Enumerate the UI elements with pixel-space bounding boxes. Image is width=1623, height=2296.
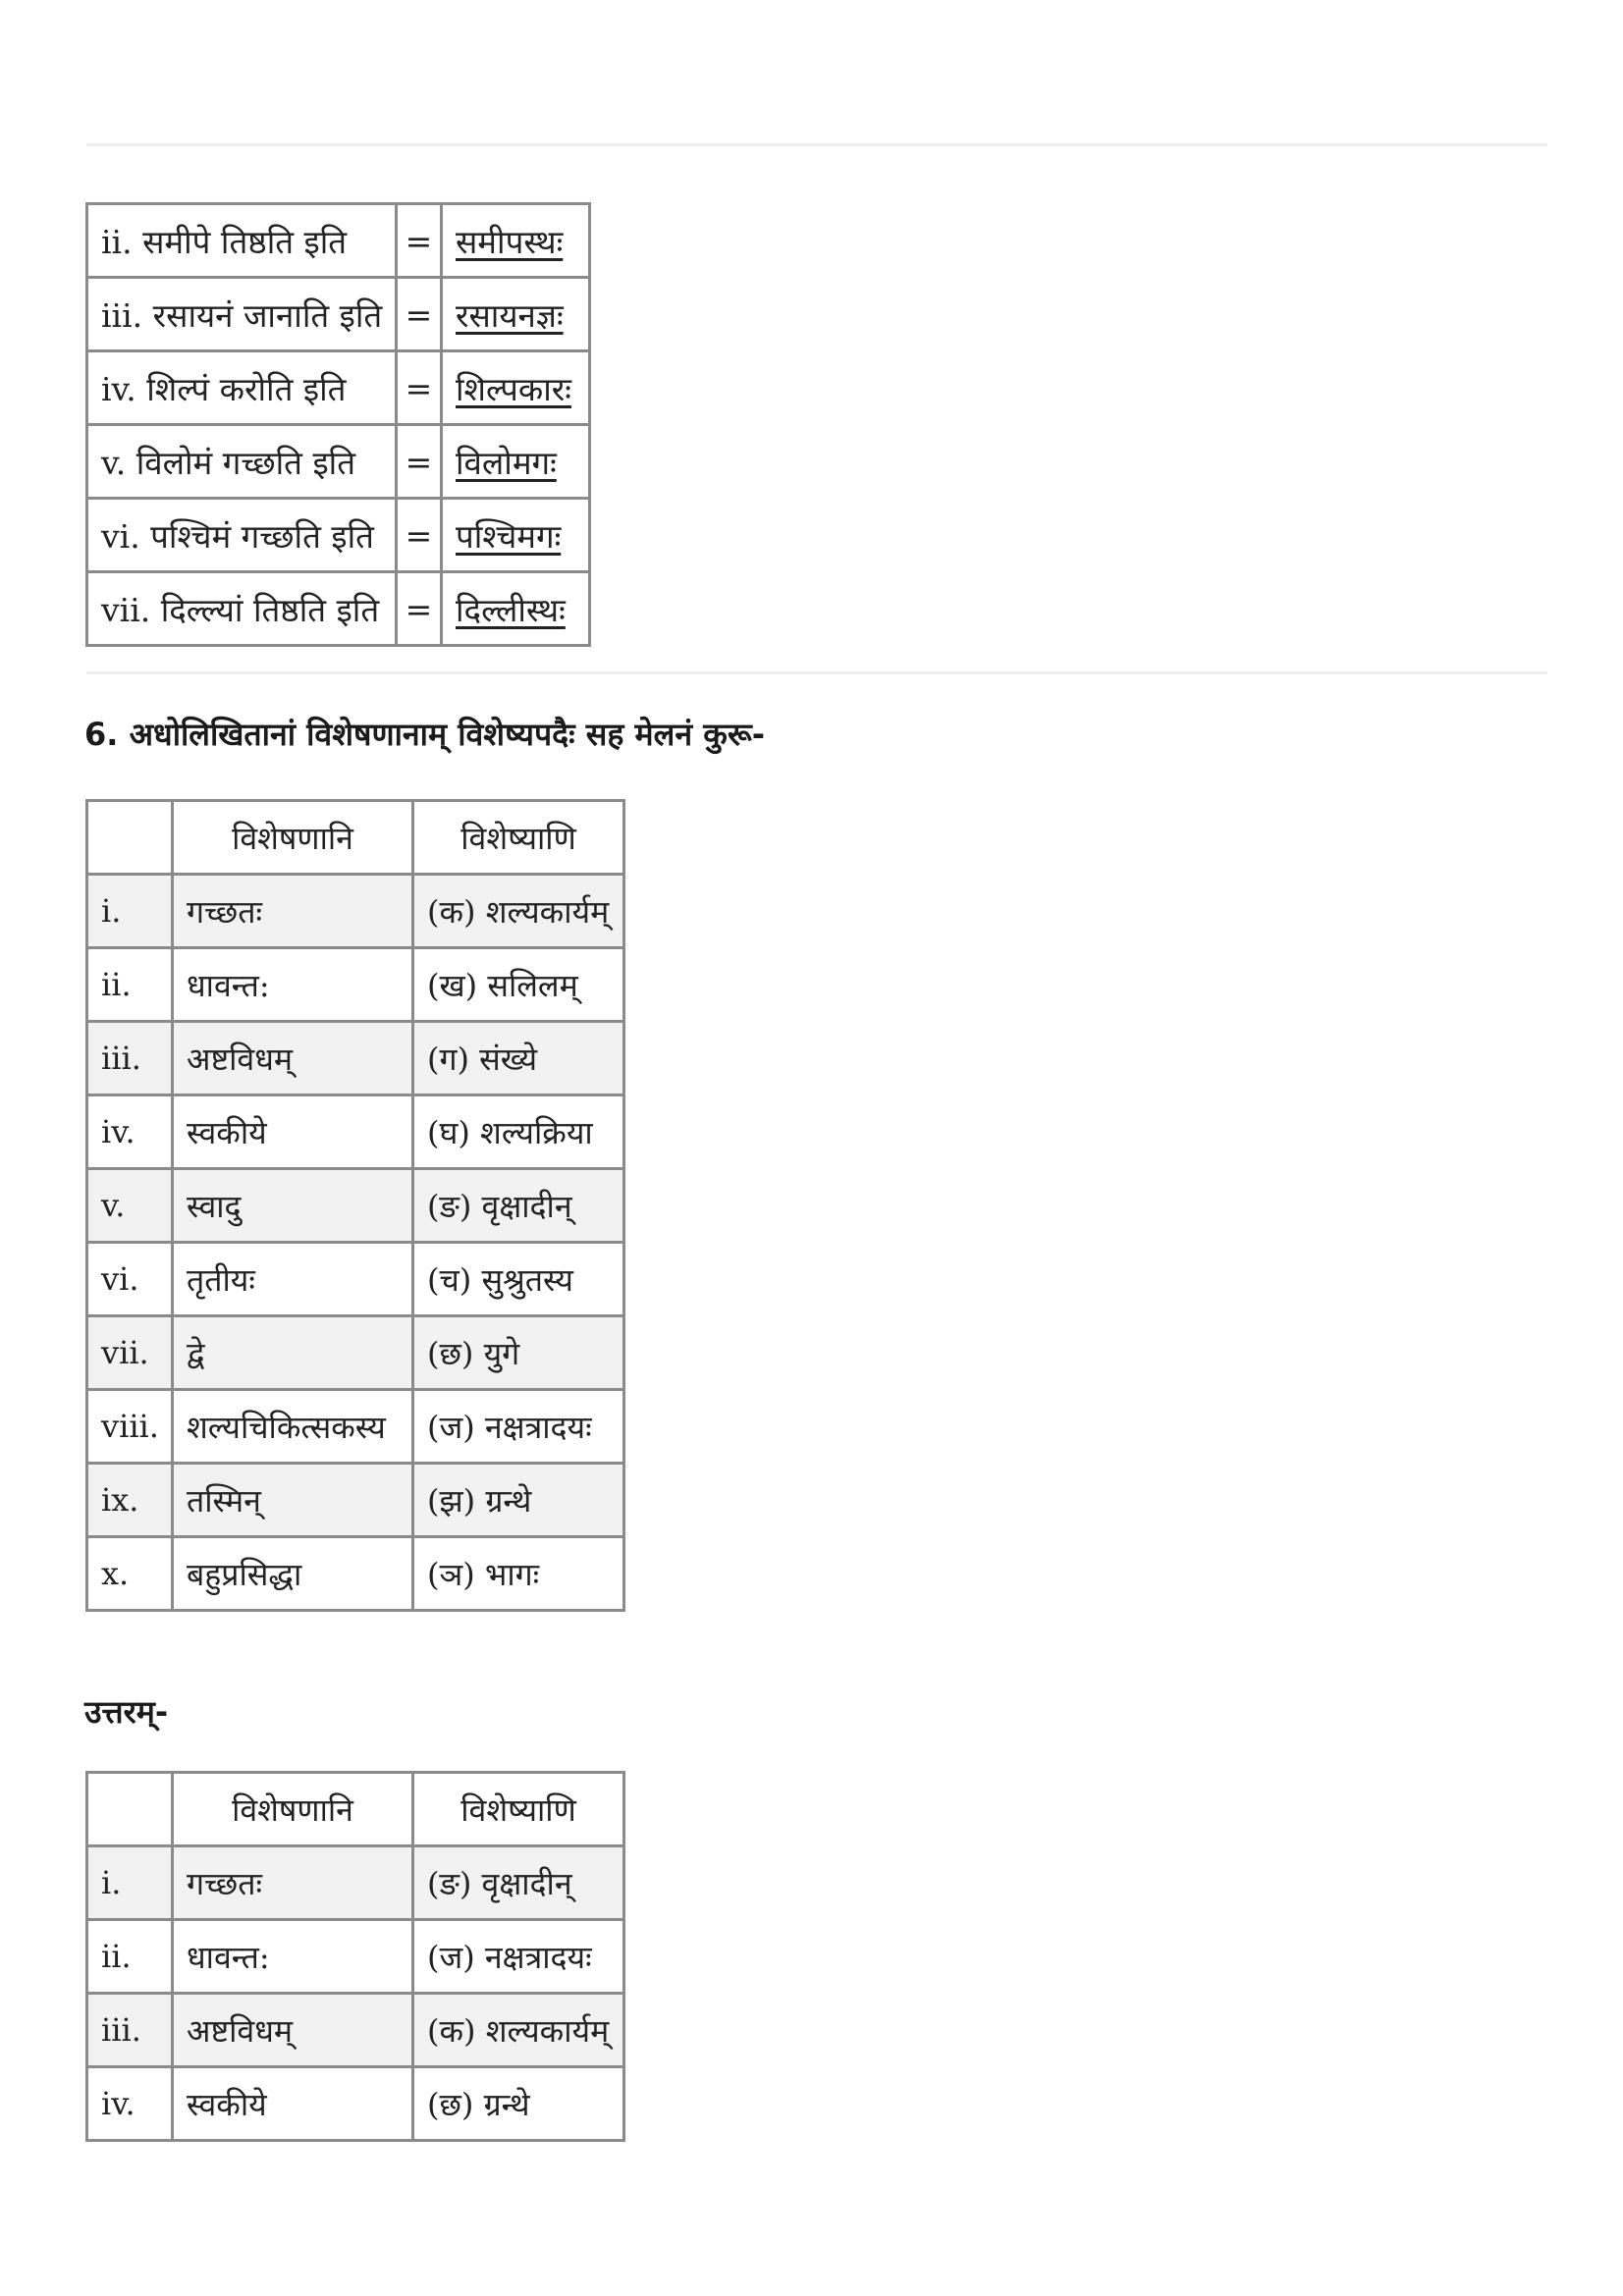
table-row: [87, 499, 590, 572]
adjective-cell: स्वादु: [173, 1169, 413, 1243]
noun-cell: (च) सुश्रुतस्य: [413, 1243, 624, 1316]
phrase-cell: vi. पश्चिमं गच्छति इति: [87, 499, 397, 572]
row-number: ix.: [87, 1464, 173, 1537]
row-number: iii.: [87, 1022, 173, 1095]
compound-cell: विलोमगः: [442, 425, 590, 499]
question-6-heading: 6. अधोलिखितानां विशेषणानाम् विशेष्यपदैः सह मेलनं कुरू-: [84, 716, 765, 753]
table-row: [87, 1920, 624, 1994]
compound-table: [85, 202, 591, 647]
matching-question-table: [85, 799, 625, 1612]
row-number: i.: [87, 1846, 173, 1920]
noun-cell: (ञ) भागः: [413, 1537, 624, 1611]
row-number: vi.: [87, 1243, 173, 1316]
table-row: [87, 1994, 624, 2067]
adjective-cell: अष्टविधम्: [173, 1994, 413, 2067]
header-number: [87, 1773, 173, 1846]
adjective-cell: द्वे: [173, 1316, 413, 1390]
table-row: [87, 204, 590, 278]
table-row: [87, 278, 590, 351]
header-row: [87, 1773, 624, 1846]
equals-cell: =: [397, 204, 442, 278]
compound-cell: दिल्लीस्थः: [442, 572, 590, 646]
noun-cell: (ज) नक्षत्रादयः: [413, 1920, 624, 1994]
table-row: [87, 875, 624, 948]
row-number: v.: [87, 1169, 173, 1243]
adjective-cell: धावन्त:: [173, 1920, 413, 1994]
equals-cell: =: [397, 351, 442, 425]
row-number: iv.: [87, 1095, 173, 1169]
noun-cell: (क) शल्यकार्यम्: [413, 1994, 624, 2067]
compound-cell: पश्चिमगः: [442, 499, 590, 572]
section-divider: [86, 671, 1547, 674]
table-row: [87, 1846, 624, 1920]
noun-cell: (ज) नक्षत्रादयः: [413, 1390, 624, 1464]
header-nouns: विशेष्याणि: [413, 801, 624, 875]
header-nouns: विशेष्याणि: [413, 1773, 624, 1846]
phrase-cell: vii. दिल्ल्यां तिष्ठति इति: [87, 572, 397, 646]
row-number: ii.: [87, 1920, 173, 1994]
header-adjectives: विशेषणानि: [173, 1773, 413, 1846]
phrase-cell: iii. रसायनं जानाति इति: [87, 278, 397, 351]
answer-heading: उत्तरम्-: [84, 1693, 169, 1731]
top-divider: [86, 143, 1547, 146]
table-row: [87, 1169, 624, 1243]
adjective-cell: तस्मिन्: [173, 1464, 413, 1537]
equals-cell: =: [397, 499, 442, 572]
row-number: i.: [87, 875, 173, 948]
page-bottom-margin: [0, 2146, 1623, 2296]
compound-cell: रसायनज्ञः: [442, 278, 590, 351]
row-number: ii.: [87, 948, 173, 1022]
adjective-cell: स्वकीये: [173, 1095, 413, 1169]
adjective-cell: गच्छतः: [173, 1846, 413, 1920]
table-row: [87, 572, 590, 646]
adjective-cell: बहुप्रसिद्धा: [173, 1537, 413, 1611]
matching-answer-table: [85, 1771, 625, 2142]
adjective-cell: स्वकीये: [173, 2067, 413, 2141]
noun-cell: (ग) संख्ये: [413, 1022, 624, 1095]
row-number: viii.: [87, 1390, 173, 1464]
equals-cell: =: [397, 425, 442, 499]
table-row: [87, 948, 624, 1022]
table-row: [87, 1316, 624, 1390]
table-row: [87, 1464, 624, 1537]
table-row: [87, 1095, 624, 1169]
adjective-cell: धावन्त:: [173, 948, 413, 1022]
noun-cell: (ङ) वृक्षादीन्: [413, 1846, 624, 1920]
phrase-cell: v. विलोमं गच्छति इति: [87, 425, 397, 499]
adjective-cell: तृतीयः: [173, 1243, 413, 1316]
noun-cell: (क) शल्यकार्यम्: [413, 875, 624, 948]
phrase-cell: iv. शिल्पं करोति इति: [87, 351, 397, 425]
noun-cell: (घ) शल्यक्रिया: [413, 1095, 624, 1169]
table-row: [87, 351, 590, 425]
phrase-cell: ii. समीपे तिष्ठति इति: [87, 204, 397, 278]
adjective-cell: अष्टविधम्: [173, 1022, 413, 1095]
header-adjectives: विशेषणानि: [173, 801, 413, 875]
table-row: [87, 425, 590, 499]
row-number: vii.: [87, 1316, 173, 1390]
noun-cell: (छ) ग्रन्थे: [413, 2067, 624, 2141]
table-row: [87, 2067, 624, 2141]
table-row: [87, 1243, 624, 1316]
equals-cell: =: [397, 278, 442, 351]
row-number: iii.: [87, 1994, 173, 2067]
header-row: [87, 801, 624, 875]
table-row: [87, 1022, 624, 1095]
noun-cell: (छ) युगे: [413, 1316, 624, 1390]
row-number: iv.: [87, 2067, 173, 2141]
noun-cell: (ङ) वृक्षादीन्: [413, 1169, 624, 1243]
table-row: [87, 1390, 624, 1464]
noun-cell: (ख) सलिलम्: [413, 948, 624, 1022]
adjective-cell: शल्यचिकित्सकस्य: [173, 1390, 413, 1464]
adjective-cell: गच्छतः: [173, 875, 413, 948]
header-number: [87, 801, 173, 875]
compound-cell: शिल्पकारः: [442, 351, 590, 425]
table-row: [87, 1537, 624, 1611]
noun-cell: (झ) ग्रन्थे: [413, 1464, 624, 1537]
row-number: x.: [87, 1537, 173, 1611]
compound-cell: समीपस्थः: [442, 204, 590, 278]
equals-cell: =: [397, 572, 442, 646]
